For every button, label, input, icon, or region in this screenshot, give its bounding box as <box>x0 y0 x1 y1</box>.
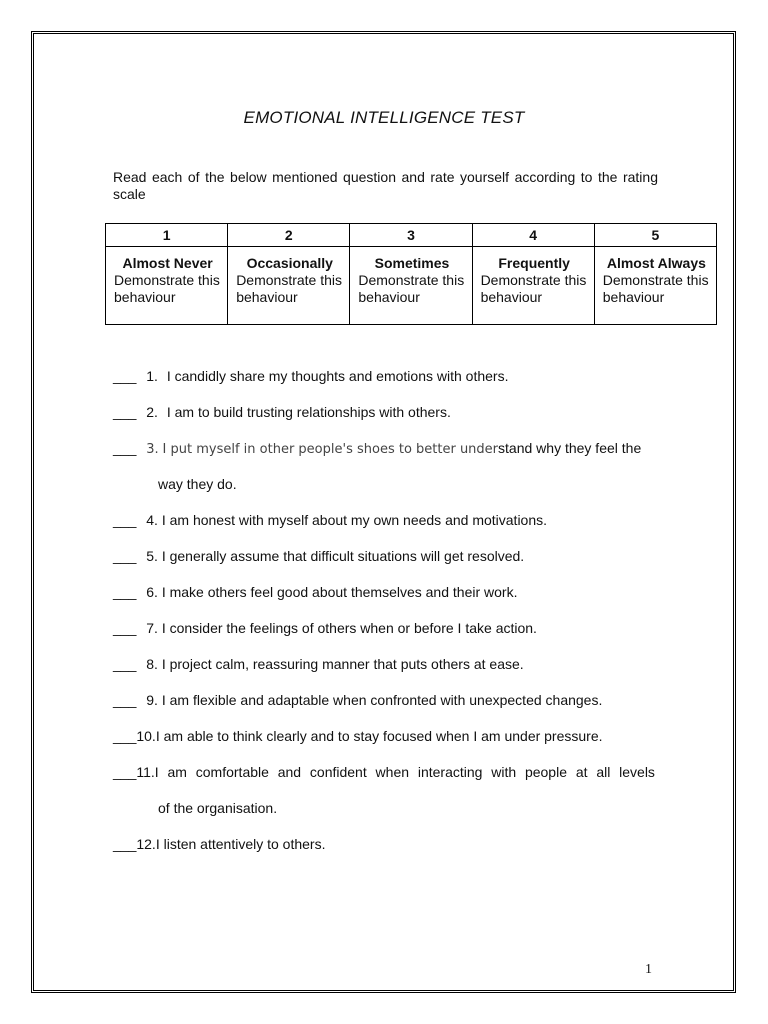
rating-scale-description-row <box>106 247 717 325</box>
scale-description: Demonstrate this behaviour <box>602 272 709 305</box>
answer-blank: ___ <box>113 548 137 564</box>
question-text: I am able to think clearly and to stay focused when I am under pressure. <box>155 728 603 744</box>
question-text: I project calm, reassuring manner that puts others at ease. <box>161 656 524 672</box>
question-number: 10. <box>136 728 156 744</box>
scale-description: Demonstrate this behaviour <box>114 272 220 305</box>
question-number: 5. <box>146 548 158 564</box>
question-continuation: of the organisation. <box>158 800 278 816</box>
question-word: with <box>491 764 517 780</box>
question-number: 2. <box>146 404 158 420</box>
question-word: levels <box>619 764 655 780</box>
question-word: all <box>596 764 611 780</box>
question-item <box>113 358 658 394</box>
scale-cell-5 <box>594 247 716 325</box>
question-word: am <box>167 764 187 780</box>
question-word: interacting <box>417 764 483 780</box>
scale-number-5: 5 <box>594 224 716 247</box>
answer-blank: ___ <box>113 404 137 420</box>
answer-blank: ___ <box>113 836 137 852</box>
question-item <box>113 646 658 682</box>
scale-label: Almost Never <box>122 255 213 271</box>
question-text-part: I put myself in other people's shoes to better under <box>162 442 499 457</box>
question-item <box>113 754 658 790</box>
question-text-part: stand why they feel the <box>498 440 642 456</box>
question-number: 8. <box>146 656 158 672</box>
question-word: I <box>154 764 159 780</box>
question-item <box>113 610 658 646</box>
question-text: I candidly share my thoughts and emotions with others. <box>166 368 509 384</box>
answer-blank: ___ <box>113 584 137 600</box>
question-number: 6. <box>146 584 158 600</box>
scale-cell-4 <box>472 247 594 325</box>
answer-blank: ___ <box>113 728 137 744</box>
question-text: I listen attentively to others. <box>155 836 326 852</box>
scale-number-2: 2 <box>228 224 350 247</box>
justified-line <box>113 754 655 790</box>
question-item <box>113 502 658 538</box>
question-number: 9. <box>146 692 158 708</box>
scale-label: Occasionally <box>246 255 333 271</box>
document-title: EMOTIONAL INTELLIGENCE TEST <box>243 108 525 127</box>
scale-label: Almost Always <box>606 255 706 271</box>
question-item <box>113 826 658 862</box>
question-word: at <box>575 764 588 780</box>
question-first-word <box>113 754 159 790</box>
question-word: confident <box>309 764 367 780</box>
scale-description: Demonstrate this behaviour <box>358 272 465 305</box>
question-text: I consider the feelings of others when or before I take action. <box>161 620 537 636</box>
scale-label: Sometimes <box>374 255 450 271</box>
scale-description: Demonstrate this behaviour <box>236 272 343 305</box>
question-continuation: way they do. <box>158 476 237 492</box>
question-number: 7. <box>146 620 158 636</box>
question-number: 1. <box>146 368 158 384</box>
question-number: 4. <box>146 512 158 528</box>
question-word: comfortable <box>195 764 269 780</box>
answer-blank: ___ <box>113 764 137 780</box>
scale-description: Demonstrate this behaviour <box>480 272 587 305</box>
answer-blank: ___ <box>113 656 137 672</box>
rating-scale-table <box>105 223 717 325</box>
question-list <box>113 358 658 862</box>
question-word: and <box>277 764 302 780</box>
scale-number-3: 3 <box>350 224 472 247</box>
page-number: 1 <box>645 962 652 977</box>
question-word: when <box>375 764 410 780</box>
question-item <box>113 538 658 574</box>
answer-blank: ___ <box>113 440 137 456</box>
answer-blank: ___ <box>113 512 137 528</box>
answer-blank: ___ <box>113 368 137 384</box>
scale-number-1: 1 <box>106 224 228 247</box>
question-item <box>113 682 658 718</box>
scale-label: Frequently <box>498 255 570 271</box>
scale-number-4: 4 <box>472 224 594 247</box>
question-item <box>113 718 658 754</box>
question-number: 11. <box>136 764 155 780</box>
question-item <box>113 394 658 430</box>
answer-blank: ___ <box>113 620 137 636</box>
question-item <box>113 574 658 610</box>
answer-blank: ___ <box>113 692 137 708</box>
question-text: I am flexible and adaptable when confronted with unexpected changes. <box>161 692 603 708</box>
question-word: people <box>524 764 567 780</box>
question-text: I make others feel good about themselves and their work. <box>161 584 518 600</box>
question-item <box>113 430 658 466</box>
question-number: 3. <box>146 442 159 457</box>
question-number: 12. <box>136 836 156 852</box>
question-text: I generally assume that difficult situations will get resolved. <box>161 548 525 564</box>
scale-cell-2 <box>228 247 350 325</box>
question-text: I am honest with myself about my own needs and motivations. <box>161 512 548 528</box>
scale-cell-1 <box>106 247 228 325</box>
scale-cell-3 <box>350 247 472 325</box>
instructions-text: Read each of the below mentioned question and rate yourself according to the rating scale <box>113 169 658 202</box>
question-text: I am to build trusting relationships with others. <box>166 404 451 420</box>
rating-scale-header-row <box>106 224 717 247</box>
